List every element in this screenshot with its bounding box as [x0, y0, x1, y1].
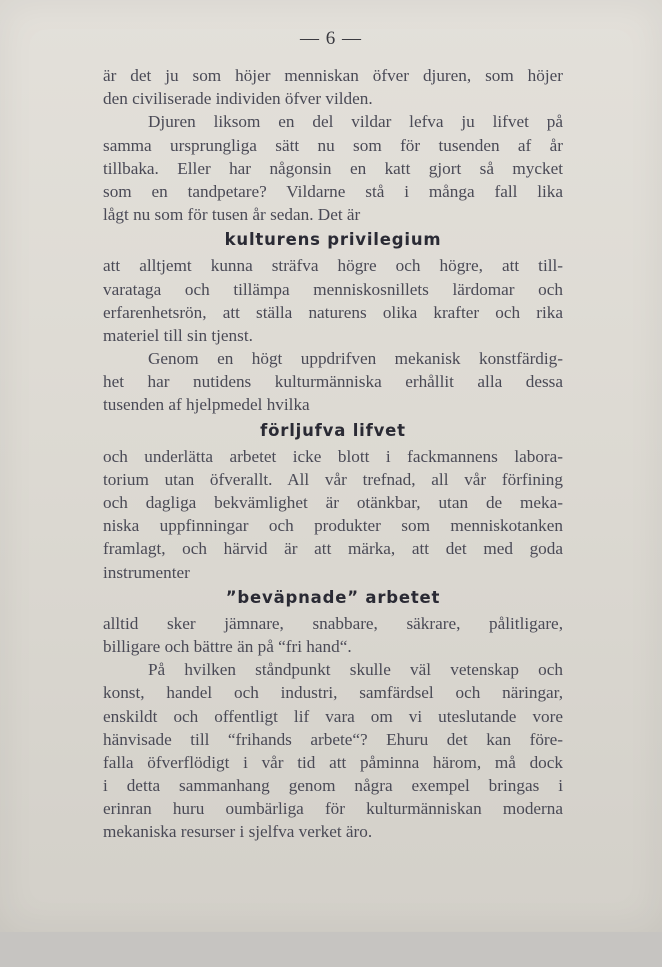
- text-line: lågt nu som för tusen år sedan. Det är: [103, 205, 361, 225]
- text-line: framlagt, och härvid är att märka, att det med goda: [103, 539, 563, 559]
- text-line: i detta sammanhang genom några exempel bringas i: [103, 776, 563, 796]
- text-line: erinran huru oumbärliga för kulturmänniskan moderna: [103, 799, 563, 819]
- text-line: konst, handel och industri, samfärdsel och näringar,: [103, 683, 563, 703]
- text-line: enskildt och offentligt lif vara om vi uteslutande vore: [103, 706, 563, 726]
- text-line: het har nutidens kulturmänniska erhållit alla dessa: [103, 372, 563, 392]
- section-heading: förljufva lifvet: [260, 420, 406, 440]
- text-line: niska uppfinningar och produkter som menniskotanken: [103, 516, 563, 536]
- text-line: På hvilken ståndpunkt skulle väl vetenskap och: [148, 660, 563, 680]
- text-line: Djuren liksom en del vildar lefva ju lifvet på: [148, 112, 563, 132]
- text-line: tusenden af hjelpmedel hvilka: [103, 395, 310, 415]
- text-line: och underlätta arbetet icke blott i fackmannens labora-: [103, 446, 563, 466]
- text-line: erfarenhetsrön, att ställa naturens olika krafter och rika: [103, 302, 563, 322]
- text-line: alltid sker jämnare, snabbare, säkrare, pålitligare,: [103, 613, 563, 633]
- text-line: den civiliserade individen öfver vilden.: [103, 89, 373, 109]
- text-line: materiel till sin tjenst.: [103, 325, 253, 345]
- text-line: instrumenter: [103, 562, 190, 582]
- text-line: är det ju som höjer menniskan öfver djuren, som höjer: [103, 66, 563, 85]
- text-line: varataga och tillämpa menniskosnillets lärdomar och: [103, 279, 563, 299]
- page-number: — 6 —: [300, 28, 362, 49]
- text-line: Genom en högt uppdrifven mekanisk konstfärdig-: [148, 349, 563, 369]
- text-line: mekaniska resurser i sjelfva verket äro.: [103, 822, 373, 842]
- body-text: [103, 64, 563, 844]
- text-line: hänvisade till “frihands arbete“? Ehuru det kan före-: [103, 729, 563, 749]
- text-line: som en tandpetare? Vildarne stå i många fall lika: [103, 181, 563, 201]
- text-line: att alltjemt kunna sträfva högre och högre, att till-: [103, 256, 563, 276]
- text-line: torium utan öfverallt. All vår trefnad, all vår förfining: [103, 469, 563, 489]
- text-line: falla öfverflödigt i vår tid att påminna härom, må dock: [103, 752, 563, 772]
- text-line: och dagliga bekvämlighet är otänkbar, utan de meka-: [103, 493, 563, 512]
- text-line: samma ursprungliga sätt nu som för tusenden af år: [103, 135, 563, 155]
- section-heading: ”beväpnade” arbetet: [225, 587, 441, 607]
- section-heading: kulturens privilegium: [224, 230, 442, 250]
- bottom-margin-strip: [0, 932, 662, 967]
- text-line: billigare och bättre än på “fri hand“.: [103, 636, 352, 656]
- text-line: tillbaka. Eller har någonsin en katt gjort så mycket: [103, 158, 563, 178]
